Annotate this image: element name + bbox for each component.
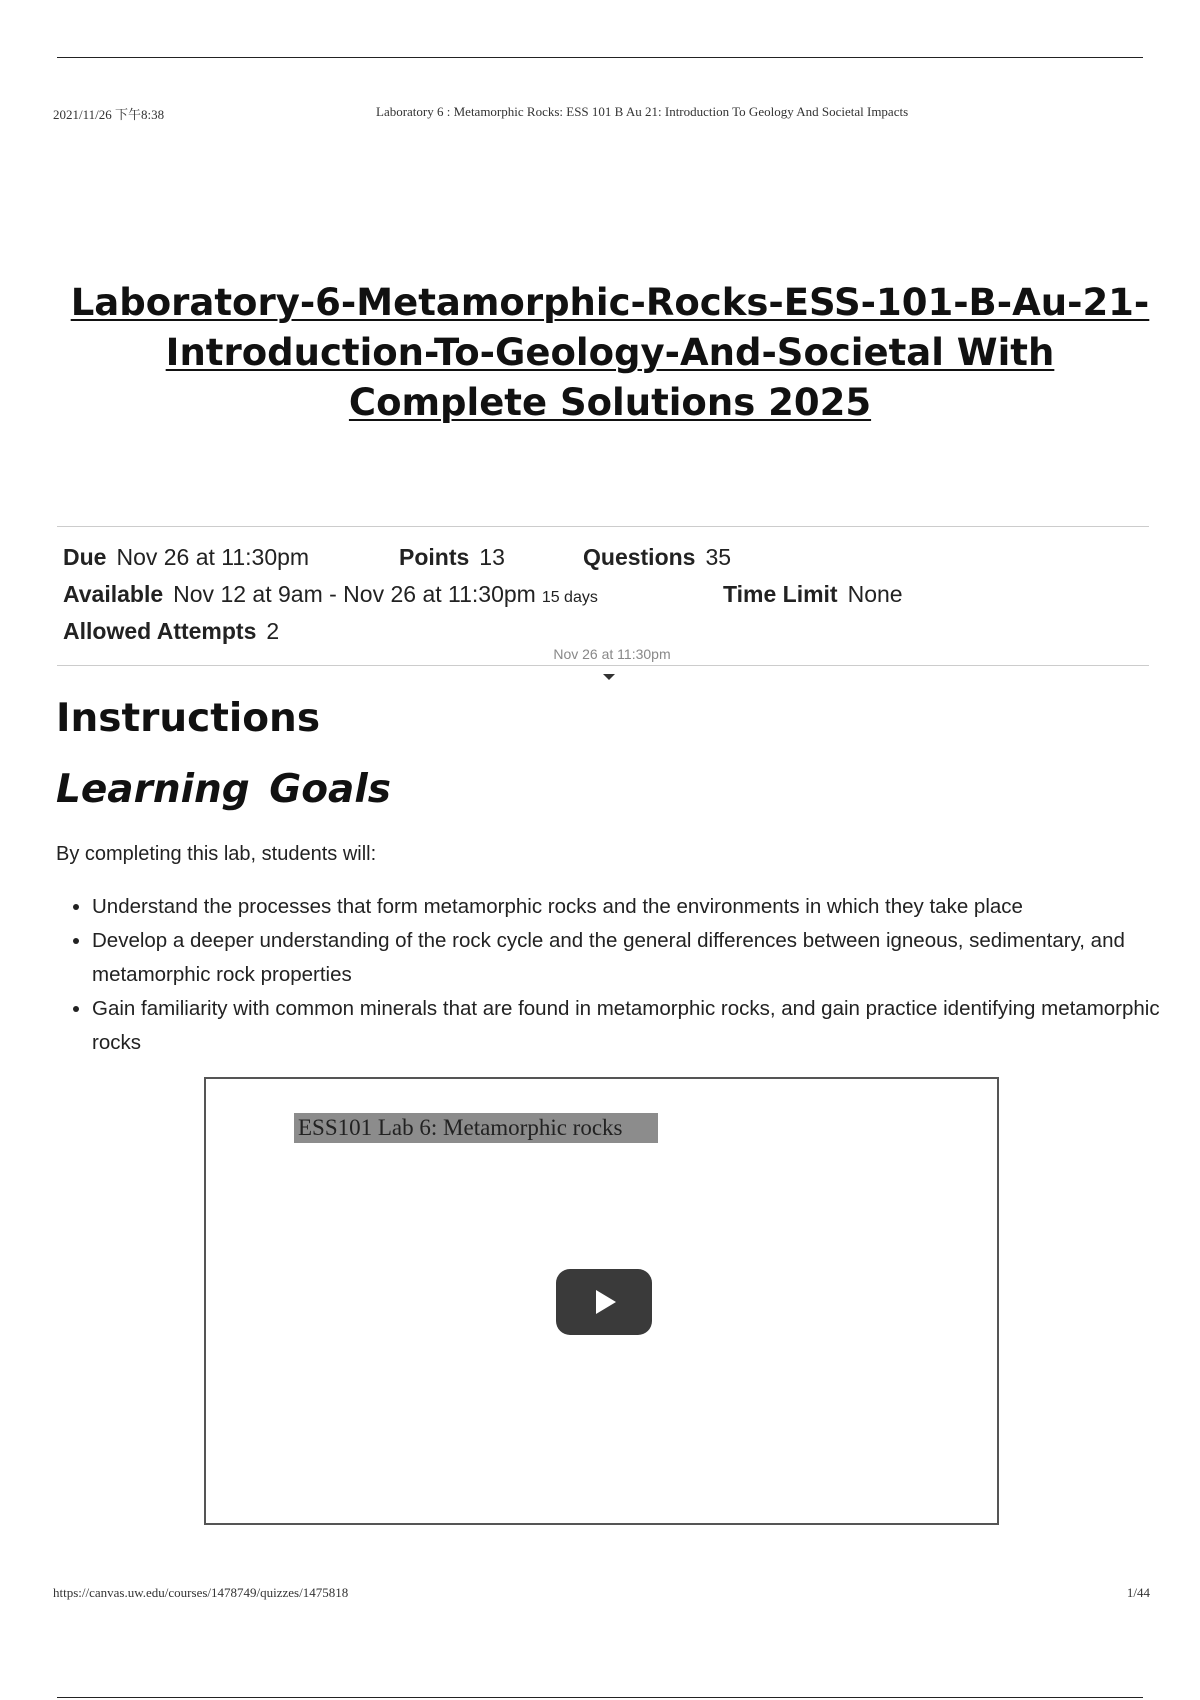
caret-down-icon xyxy=(603,674,615,680)
quiz-meta-row-1 xyxy=(63,544,1149,581)
due-value: Nov 26 at 11:30pm xyxy=(116,544,310,570)
due-label: Due xyxy=(63,544,107,570)
available-value: Nov 12 at 9am - Nov 26 at 11:30pm xyxy=(173,581,536,607)
attempts-item xyxy=(63,618,279,645)
quiz-meta-row-2 xyxy=(63,581,1149,618)
bottom-rule xyxy=(57,1697,1143,1698)
questions-item xyxy=(583,544,731,571)
quiz-meta-top-divider xyxy=(57,526,1149,527)
play-button[interactable] xyxy=(556,1269,652,1335)
document-title-line-3: Complete Solutions 2025 xyxy=(348,380,872,424)
list-item: • Understand the processes that form metamorphic rocks and the environments in which they take place xyxy=(92,890,1182,924)
document-title-line-2: Introduction-To-Geology-And-Societal With xyxy=(165,330,1055,374)
list-item: • Develop a deeper understanding of the rock cycle and the general differences between igneous, sedimentary, and metamorphic rock properties xyxy=(92,924,1182,992)
learning-goals-heading: Learning Goals xyxy=(56,767,391,812)
questions-value: 35 xyxy=(705,544,732,570)
available-label: Available xyxy=(63,581,164,607)
video-title: ESS101 Lab 6: Metamorphic rocks xyxy=(294,1113,658,1143)
time-limit-value: None xyxy=(847,581,903,607)
video-embed[interactable] xyxy=(204,1077,999,1525)
instructions-heading: Instructions xyxy=(56,696,321,741)
available-duration: 15 days xyxy=(541,589,598,606)
questions-label: Questions xyxy=(583,544,696,570)
attempts-label: Allowed Attempts xyxy=(63,618,257,644)
due-item xyxy=(63,544,309,571)
time-limit-label: Time Limit xyxy=(723,581,838,607)
learning-goals-list xyxy=(56,890,1182,1060)
points-item xyxy=(399,544,505,571)
top-rule xyxy=(57,57,1143,58)
learning-goals-intro: By completing this lab, students will: xyxy=(56,843,377,865)
points-value: 13 xyxy=(479,544,505,570)
document-title xyxy=(40,278,1180,428)
page-number: 1/44 xyxy=(1126,1585,1150,1600)
print-url: https://canvas.uw.edu/courses/1478749/quizzes/1475818 xyxy=(53,1585,349,1600)
quiz-meta-bottom-divider xyxy=(57,665,1149,666)
due-date-pill: Nov 26 at 11:30pm xyxy=(534,646,690,662)
time-limit-item xyxy=(723,581,903,608)
play-icon xyxy=(589,1287,619,1317)
print-page-title: Laboratory 6 : Metamorphic Rocks: ESS 101 B Au 21: Introduction To Geology And Societal Impacts xyxy=(376,104,909,119)
points-label: Points xyxy=(399,544,470,570)
attempts-value: 2 xyxy=(266,618,280,644)
document-title-line-1: Laboratory-6-Metamorphic-Rocks-ESS-101-B-Au-21- xyxy=(70,280,1150,324)
print-datetime: 2021/11/26 下午8:38 xyxy=(53,107,165,122)
quiz-meta xyxy=(63,544,1149,655)
available-item xyxy=(63,581,598,608)
list-item: • Gain familiarity with common minerals that are found in metamorphic rocks, and gain practice identifying metamorphic rocks xyxy=(92,992,1182,1060)
